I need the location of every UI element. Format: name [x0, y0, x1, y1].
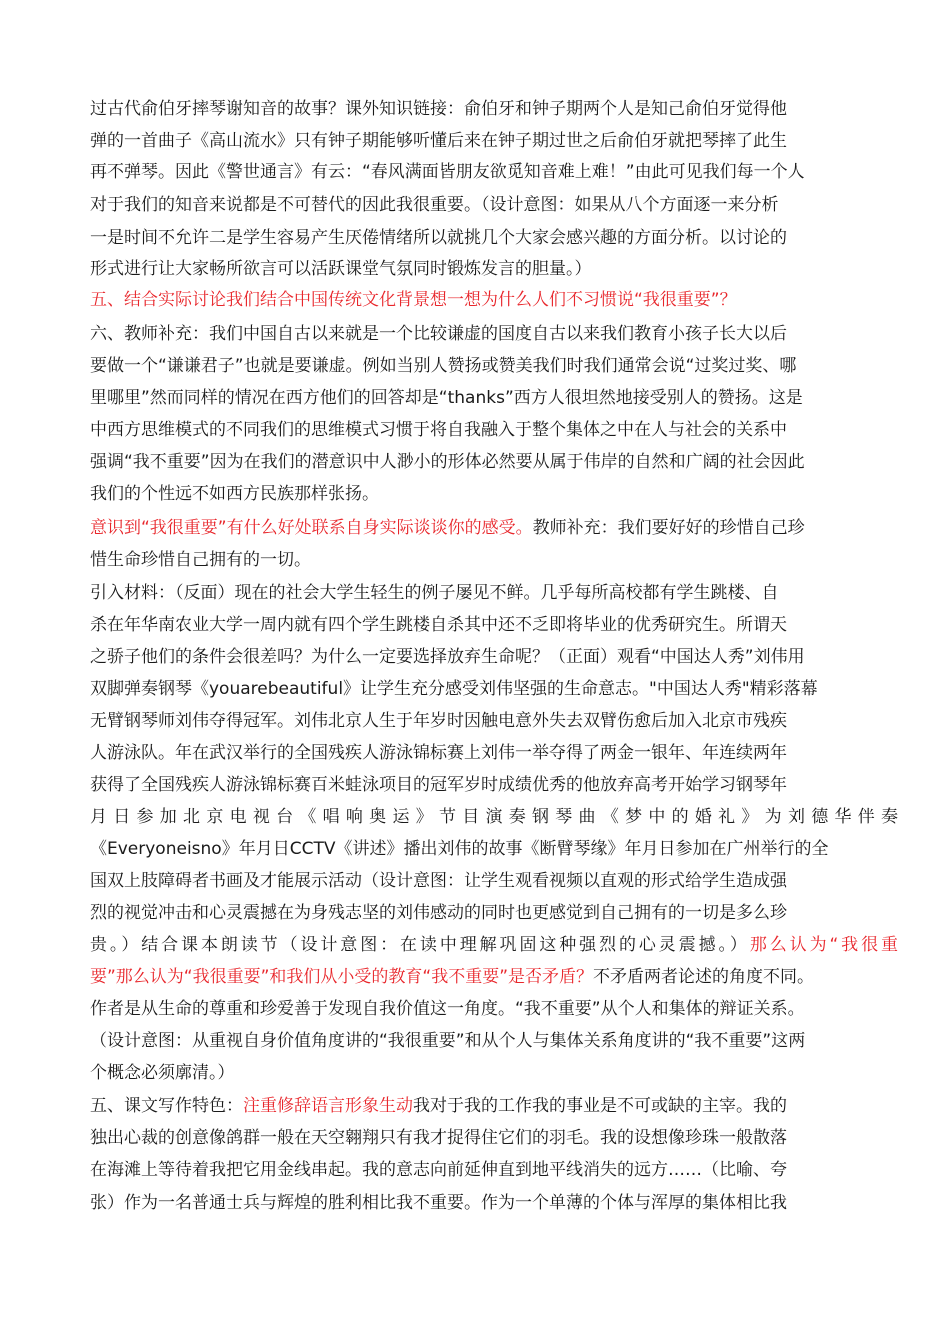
- body-text: 之骄子他们的条件会很差吗？为什么一定要选择放弃生命呢？（正面）观看“中国达人秀”刘伟用: [90, 647, 805, 667]
- text-line: [90, 965, 898, 989]
- body-text: 强调“我不重要”因为在我们的潜意识中人渺小的形体必然要从属于伟岸的自然和广阔的社会因此: [90, 452, 805, 472]
- text-line: [90, 645, 898, 669]
- highlighted-text: 那么认为“我很重: [749, 935, 898, 955]
- body-text: 作者是从生命的尊重和珍爱善于发现自我价值这一角度。“我不重要”从个人和集体的辩证关系。: [90, 999, 805, 1019]
- text-line: [90, 226, 898, 250]
- body-text: 《Everyoneisno》年月日CCTV《讲述》播出刘伟的故事《断臂琴缘》年月日参加在广州举行的全: [90, 839, 829, 859]
- body-text: 我们的个性远不如西方民族那样张扬。: [90, 484, 379, 504]
- text-line: [90, 1029, 898, 1053]
- text-line: [90, 97, 898, 121]
- body-text: 过古代俞伯牙摔琴谢知音的故事？课外知识链接：俞伯牙和钟子期两个人是知己俞伯牙觉得他: [90, 99, 787, 119]
- text-line: [90, 160, 898, 184]
- body-text: 引入材料：（反面）现在的社会大学生轻生的例子屡见不鲜。几乎每所高校都有学生跳楼、自: [90, 583, 779, 603]
- body-text: （设计意图：从重视自身价值角度讲的“我很重要”和从个人与集体关系角度讲的“我不重要”这两: [90, 1031, 806, 1051]
- text-line: [90, 1158, 898, 1182]
- text-line: [90, 482, 898, 506]
- text-line: [90, 1191, 898, 1215]
- body-text: 我对于我的工作我的事业是不可或缺的主宰。我的: [413, 1096, 787, 1116]
- body-text: 获得了全国残疾人游泳锦标赛百米蛙泳项目的冠军岁时成绩优秀的他放弃高考开始学习钢琴年: [90, 775, 787, 795]
- body-text: 独出心裁的创意像鸽群一般在天空翱翔只有我才捉得住它们的羽毛。我的设想像珍珠一般散落: [90, 1128, 787, 1148]
- text-line: [90, 129, 898, 153]
- text-line: [90, 516, 898, 540]
- body-text: 双脚弹奏钢琴《youarebeautiful》让学生充分感受刘伟坚强的生命意志。"中国达人秀"精彩落幕: [90, 679, 818, 699]
- text-line: [90, 1126, 898, 1150]
- body-text: 月日参加北京电视台《唱响奥运》节目演奏钢琴曲《梦中的婚礼》为刘德华伴奏: [90, 807, 898, 827]
- highlighted-text: 五、结合实际讨论我们结合中国传统文化背景想一想为什么人们不习惯说“我很重要”？: [90, 290, 737, 310]
- body-text: 国双上肢障碍者书画及才能展示活动（设计意图：让学生观看视频以直观的形式给学生造成强: [90, 871, 787, 891]
- body-text: 五、课文写作特色：: [90, 1096, 243, 1116]
- body-text: 里哪里”然而同样的情况在西方他们的回答却是“thanks”西方人很坦然地接受别人的赞扬。这是: [90, 388, 803, 408]
- body-text: 再不弹琴。因此《警世通言》有云：“春风满面皆朋友欲觅知音难上难！”由此可见我们每一个人: [90, 162, 805, 182]
- body-text: 要做一个“谦谦君子”也就是要谦虚。例如当别人赞扬或赞美我们时我们通常会说“过奖过奖、哪: [90, 356, 797, 376]
- text-line: [90, 773, 898, 797]
- body-text: 张）作为一名普通士兵与辉煌的胜利相比我不重要。作为一个单薄的个体与浑厚的集体相比我: [90, 1193, 787, 1213]
- text-line: [90, 257, 898, 281]
- highlighted-text: 要”那么认为“我很重要”和我们从小受的教育“我不重要”是否矛盾？: [90, 967, 594, 987]
- body-text: 不矛盾两者论述的角度不同。: [593, 967, 815, 987]
- text-line: [90, 386, 898, 410]
- body-text: 个概念必须廓清。）: [90, 1063, 235, 1083]
- body-text: 贵。）结合课本朗读节（设计意图：在读中理解巩固这种强烈的心灵震撼。）: [90, 935, 750, 955]
- text-line: [90, 581, 898, 605]
- text-line: [90, 709, 898, 733]
- text-line: [90, 288, 898, 312]
- body-text: 教师补充：我们要好好的珍惜自己珍: [532, 518, 805, 538]
- body-text: 对于我们的知音来说都是不可替代的因此我很重要。（设计意图：如果从八个方面逐一来分析: [90, 195, 779, 215]
- text-line: [90, 354, 898, 378]
- text-line: [90, 1094, 898, 1118]
- text-line: [90, 193, 898, 217]
- text-line: [90, 741, 898, 765]
- body-text: 一是时间不允许二是学生容易产生厌倦情绪所以就挑几个大家会感兴趣的方面分析。以讨论的: [90, 228, 787, 248]
- text-line: [90, 997, 898, 1021]
- body-text: 烈的视觉冲击和心灵震撼在为身残志坚的刘伟感动的同时也更感觉到自己拥有的一切是多么珍: [90, 903, 787, 923]
- text-line: [90, 322, 898, 346]
- text-line: [90, 450, 898, 474]
- text-line: [90, 1061, 898, 1085]
- body-text: 杀在年华南农业大学一周内就有四个学生跳楼自杀其中还不乏即将毕业的优秀研究生。所谓天: [90, 615, 787, 635]
- highlighted-text: 意识到“我很重要”有什么好处联系自身实际谈谈你的感受。: [90, 518, 533, 538]
- body-text: 六、教师补充：我们中国自古以来就是一个比较谦虚的国度自古以来我们教育小孩子长大以后: [90, 324, 787, 344]
- text-line: [90, 613, 898, 637]
- text-line: [90, 418, 898, 442]
- text-line: [90, 837, 898, 861]
- body-text: 在海滩上等待着我把它用金线串起。我的意志向前延伸直到地平线消失的远方……（比喻、夸: [90, 1160, 787, 1180]
- body-text: 无臂钢琴师刘伟夺得冠军。刘伟北京人生于年岁时因触电意外失去双臂伤愈后加入北京市残疾: [90, 711, 787, 731]
- body-text: 中西方思维模式的不同我们的思维模式习惯于将自我融入于整个集体之中在人与社会的关系中: [90, 420, 787, 440]
- text-line: [90, 869, 898, 893]
- body-text: 形式进行让大家畅所欲言可以活跃课堂气氛同时锻炼发言的胆量。）: [90, 259, 592, 279]
- text-line: [90, 677, 898, 701]
- text-line: [90, 933, 898, 957]
- text-line: [90, 805, 898, 829]
- text-line: [90, 548, 898, 572]
- highlighted-text: 注重修辞语言形象生动: [243, 1096, 413, 1116]
- body-text: 弹的一首曲子《高山流水》只有钟子期能够听懂后来在钟子期过世之后俞伯牙就把琴摔了此生: [90, 131, 787, 151]
- body-text: 人游泳队。年在武汉举行的全国残疾人游泳锦标赛上刘伟一举夺得了两金一银年、年连续两年: [90, 743, 787, 763]
- text-line: [90, 901, 898, 925]
- body-text: 惜生命珍惜自己拥有的一切。: [90, 550, 311, 570]
